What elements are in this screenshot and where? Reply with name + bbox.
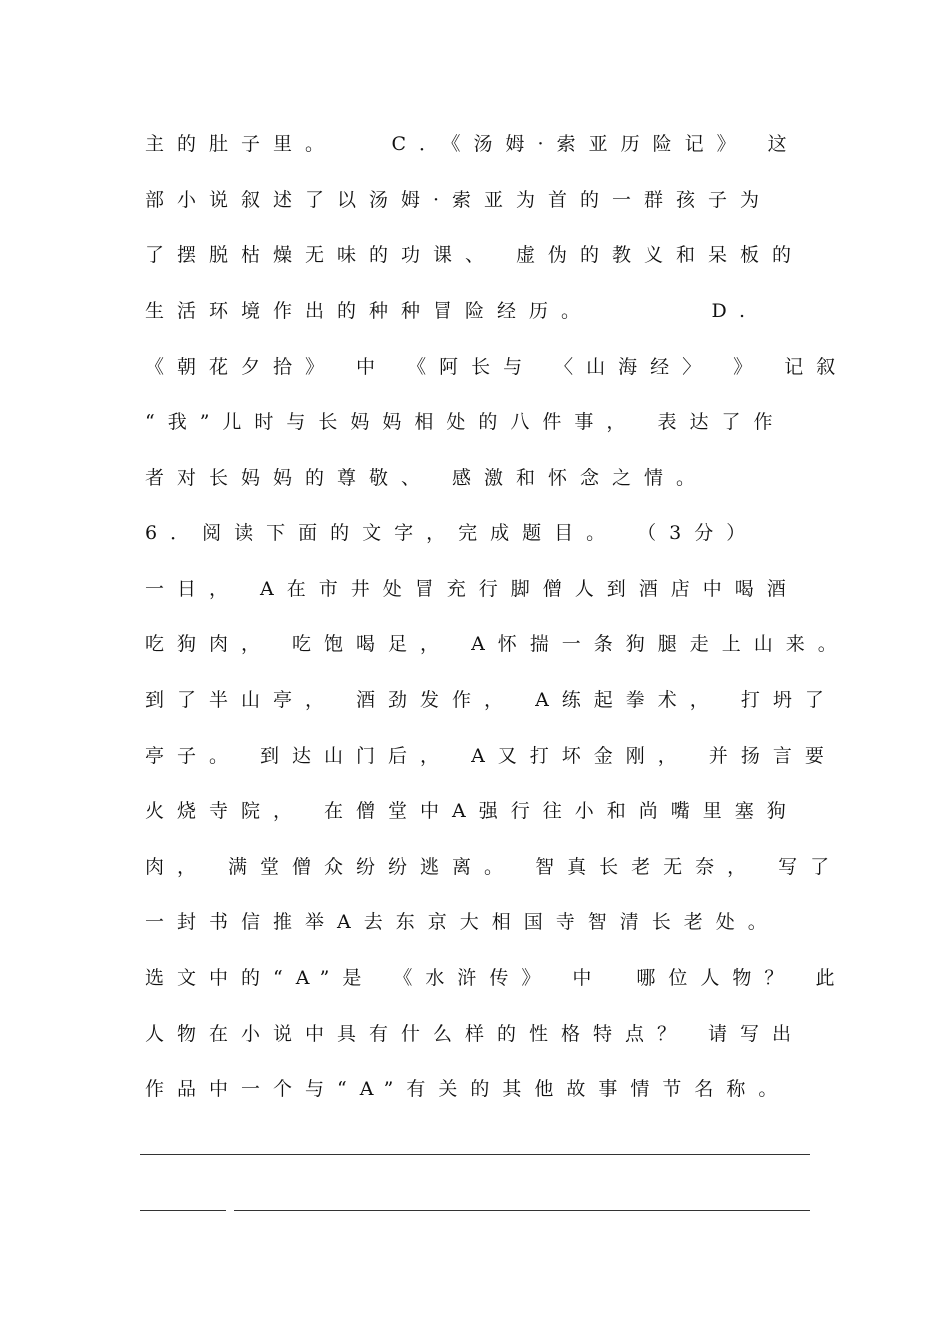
answer-line-2a	[140, 1210, 226, 1211]
question-heading: 6．阅读下面的文字，完成题目。 （3分）	[145, 522, 759, 544]
question-prompt-2: 人物在小说中具有什么样的性格特点？ 请写出	[145, 1023, 805, 1045]
answer-line-2b	[234, 1210, 810, 1211]
text-line-5: 《朝花夕拾》 中 《阿长与 〈山海经〉 》 记叙	[145, 356, 849, 378]
text-line-2: 部小说叙述了以汤姆·索亚为首的一群孩子为	[145, 189, 773, 211]
text-line-11: 到了半山亭， 酒劲发作， A练起拳术， 打坍了	[145, 689, 837, 711]
question-prompt-1: 选文中的“A”是 《水浒传》 中 哪位人物？ 此	[145, 967, 848, 989]
text-line-12: 亭子。 到达山门后， A又打坏金刚， 并扬言要	[145, 745, 837, 767]
answer-line-1	[140, 1154, 810, 1155]
text-line-9: 一日， A在市井处冒充行脚僧人到酒店中喝酒	[145, 578, 799, 600]
text-line-4: 生活环境作出的种种冒险经历。 D.	[145, 300, 759, 322]
text-line-6: “我”儿时与长妈妈相处的八件事， 表达了作	[145, 411, 786, 433]
text-line-3: 了摆脱枯燥无味的功课、 虚伪的教义和呆板的	[145, 244, 805, 266]
text-line-7: 者对长妈妈的尊敬、 感激和怀念之情。	[145, 467, 709, 489]
text-line-10: 吃狗肉， 吃饱喝足， A怀揣一条狗腿走上山来。	[145, 633, 850, 655]
text-line-1: 主的肚子里。 C．《汤姆·索亚历险记》 这	[145, 133, 800, 155]
text-line-14: 肉， 满堂僧众纷纷逃离。 智真长老无奈， 写了	[145, 856, 843, 878]
text-line-15: 一封书信推举A去东京大相国寺智清长老处。	[145, 911, 780, 933]
question-prompt-3: 作品中一个与“A”有关的其他故事情节名称。	[145, 1078, 791, 1100]
text-line-13: 火烧寺院， 在僧堂中A强行往小和尚嘴里塞狗	[145, 800, 799, 822]
